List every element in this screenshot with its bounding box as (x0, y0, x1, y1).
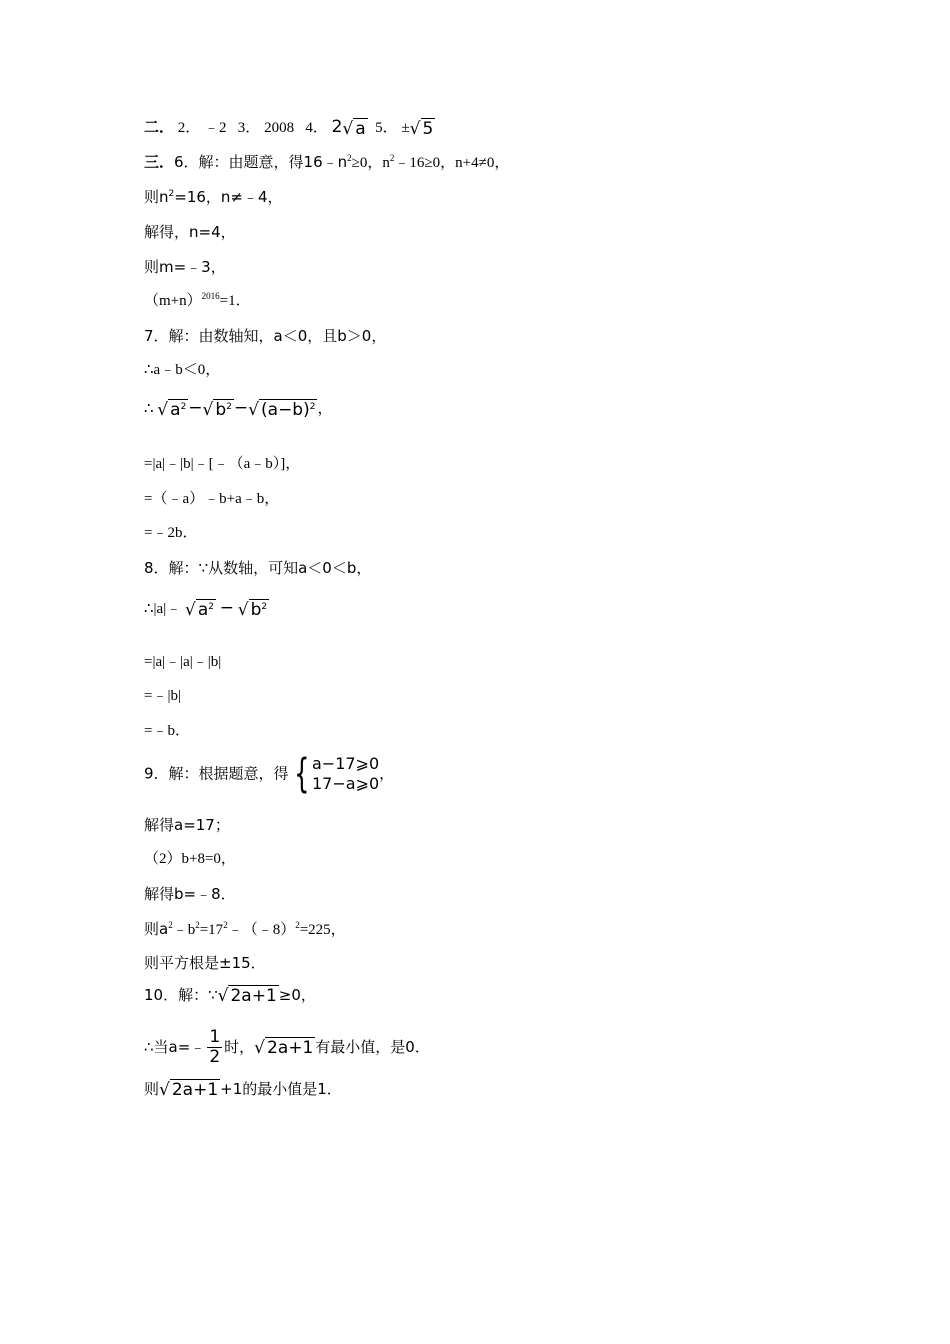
answer-line: 则$n^2=16$，n≠﹣4， (144, 188, 283, 206)
answer-line: 解得b=﹣8． (144, 885, 236, 903)
answer-line: =|a|﹣|b|﹣[﹣（a﹣b）]， (144, 456, 301, 472)
answer-line: 解得，n=4， (144, 223, 236, 241)
answer-line: =﹣2b． (144, 525, 198, 541)
sqrt-expression: √ 5 (409, 118, 434, 139)
sqrt-expression: √ 2a+1 (159, 1080, 219, 1100)
answer-line-q7: 7．解：由数轴知，a＜0，且b＞0， (144, 327, 387, 345)
answer-line-q10: 10．解：∵√ 2a+1 ≥0， (144, 986, 316, 1006)
sqrt-expression: √ $a^2$ (184, 599, 214, 620)
answer-line: ∴当a=﹣ $\frac{1}{2}$ 时，√ 2a+1 有最小值，是0． (144, 1027, 430, 1067)
answer-line: =﹣|b| (144, 688, 181, 704)
answer-line: （2）b+8=0， (144, 851, 236, 867)
answer-line: =﹣b． (144, 723, 190, 739)
answer-line: ∴a﹣b＜0， (144, 362, 221, 378)
sqrt-expression: √ a (342, 118, 366, 139)
math-expression-line: ∴ √ $a^2$ −√ $b^2$ −√ $(a-b)^2$ ， (144, 398, 333, 420)
answer-line: $(m+n)^{2016}=1$． (144, 291, 251, 309)
answer-line: 则平方根是±15． (144, 954, 266, 972)
answer-line-section-2: 二． 2． ﹣2 3． 2008 4． 2√ a 5． ±√ 5 (144, 117, 434, 139)
sqrt-expression: √ $b^2$ (237, 599, 268, 620)
equation-system: { a−17⩾0 17−a⩾0 (293, 751, 380, 797)
sqrt-expression: √ 2a+1 (217, 986, 277, 1006)
answer-line-q9: 9．解：根据题意，得 { a−17⩾0 17−a⩾0 ， (144, 751, 395, 797)
sqrt-expression: √ $(a-b)^2$ (248, 399, 316, 420)
sqrt-expression: √ $a^2$ (157, 399, 187, 420)
answer-line: 解得a=17； (144, 816, 230, 834)
answer-line-q8: 8．解：∵从数轴，可知a＜0＜b， (144, 559, 372, 577)
math-expression-line: ∴|a|﹣ √ $a^2$ − √ $b^2$ (144, 598, 268, 620)
answer-line: 则m=﹣3， (144, 258, 226, 276)
answer-line: =|a|﹣|a|﹣|b| (144, 654, 222, 670)
sqrt-expression: √ $b^2$ (202, 399, 232, 420)
answer-line: 则√ 2a+1 +1的最小值是1． (144, 1080, 342, 1100)
sqrt-expression: √ 2a+1 (254, 1038, 314, 1058)
answer-line: 三．6．解：由题意，得$16﹣n^2\ge 0$，$n^2﹣16\ge 0$，n+4≠0， (144, 153, 510, 171)
answer-line: =（﹣a）﹣b+a﹣b， (144, 491, 280, 507)
answer-line: 则$a^2﹣b^2=17^2﹣(﹣8)^2=225$， (144, 920, 346, 938)
fraction: $\frac{1}{2}$ (209, 1027, 221, 1067)
